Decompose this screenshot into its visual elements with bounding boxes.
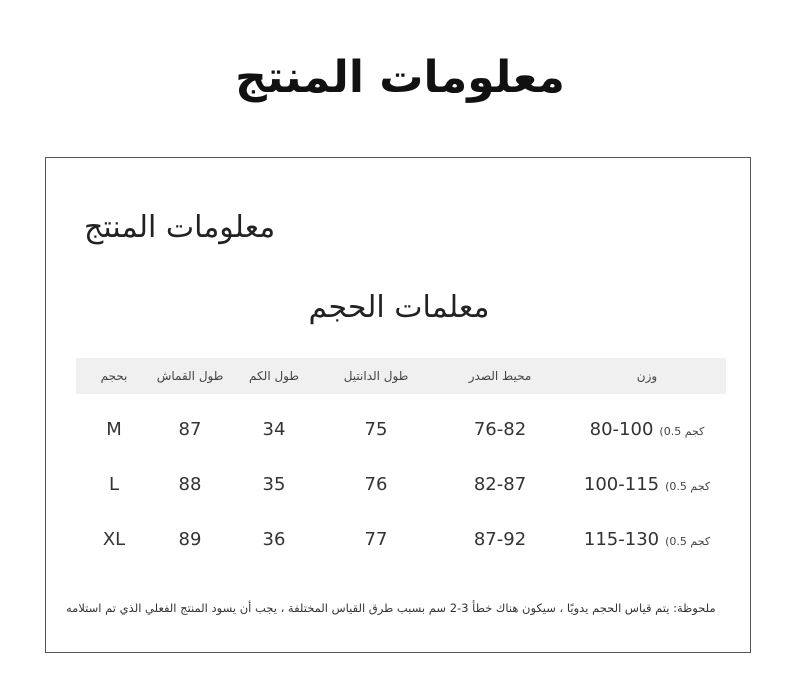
header-weight: وزن xyxy=(636,369,658,383)
cell-size: M xyxy=(106,419,122,440)
cell-sleeve-length: 34 xyxy=(262,419,286,440)
cell-bust: 76-82 xyxy=(473,419,527,440)
cell-lace-length: 77 xyxy=(364,529,388,550)
weight-value: 115-130 xyxy=(583,529,660,550)
cell-fabric-length: 87 xyxy=(178,419,202,440)
table-row xyxy=(76,457,726,512)
cell-lace-length: 76 xyxy=(364,474,388,495)
cell-weight xyxy=(568,474,726,495)
card-title: معلومات المنتج xyxy=(84,210,276,245)
header-lace-length: طول الدانتيل xyxy=(343,369,409,383)
cell-bust: 87-92 xyxy=(473,529,527,550)
cell-sleeve-length: 35 xyxy=(262,474,286,495)
cell-weight xyxy=(568,529,726,550)
measurement-note: ملحوظة: يتم قياس الحجم يدويًا ، سيكون هناك خطأ 3-2 سم بسبب طرق القياس المختلفة ، يجب أن يسود المنتج الفعلي الذي تم استلامه xyxy=(66,601,716,615)
cell-fabric-length: 88 xyxy=(178,474,202,495)
header-fabric-length: طول القماش xyxy=(156,369,224,383)
cell-lace-length: 75 xyxy=(364,419,388,440)
cell-bust: 82-87 xyxy=(473,474,527,495)
table-header xyxy=(76,358,726,394)
cell-size: L xyxy=(108,474,120,495)
header-sleeve-length: طول الكم xyxy=(249,369,299,383)
table-row xyxy=(76,402,726,457)
product-info-card xyxy=(45,157,751,653)
cell-weight xyxy=(568,419,726,440)
weight-value: 100-115 xyxy=(583,474,660,495)
cell-fabric-length: 89 xyxy=(178,529,202,550)
size-table xyxy=(76,358,726,567)
weight-unit: (كجم 0.5 xyxy=(665,480,711,493)
header-size: بحجم xyxy=(100,369,128,383)
header-bust: محيط الصدر xyxy=(468,369,532,383)
weight-value: 80-100 xyxy=(589,419,654,440)
size-parameters-title: معلمات الحجم xyxy=(308,290,490,325)
weight-unit: (كجم 0.5 xyxy=(659,425,705,438)
table-row xyxy=(76,512,726,567)
weight-unit: (كجم 0.5 xyxy=(665,535,711,548)
cell-sleeve-length: 36 xyxy=(262,529,286,550)
page-title: معلومات المنتج xyxy=(235,52,565,103)
cell-size: XL xyxy=(102,529,126,550)
